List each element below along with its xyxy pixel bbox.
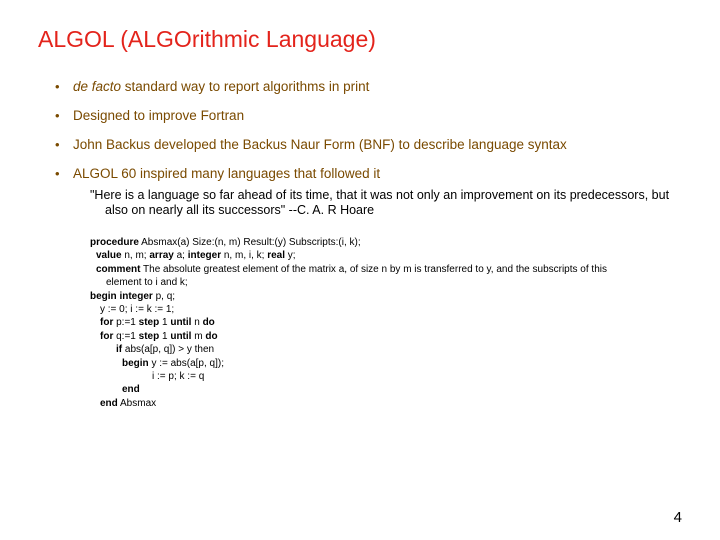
code-line [90, 263, 690, 276]
hoare-quote [90, 188, 700, 218]
code-keyword: comment [96, 263, 141, 275]
bullet-text: ALGOL 60 inspired many languages that followed it [73, 166, 381, 181]
bullet-dot-icon: • [55, 79, 60, 94]
page-number: 4 [673, 509, 682, 526]
bullet-list [55, 78, 705, 194]
code-text: m [191, 330, 206, 342]
bullet-text: John Backus developed the Backus Naur Form (BNF) to describe language syntax [73, 137, 567, 152]
code-text: p:=1 [113, 317, 139, 329]
code-keyword: integer [119, 290, 153, 302]
code-text: 1 [159, 317, 171, 329]
code-line [90, 370, 690, 383]
code-text: y := abs(a[p, q]); [148, 357, 224, 369]
code-keyword: if [116, 344, 123, 356]
code-keyword: array [149, 250, 174, 262]
code-text: abs(a[p, q]) > y then [122, 344, 215, 356]
code-line [90, 249, 690, 262]
bullet-dot-icon: • [55, 108, 60, 123]
code-line [90, 276, 690, 289]
code-text: Absmax(a) Size:(n, m) Result:(y) Subscripts:(i, k); [138, 237, 361, 248]
code-keyword: end [122, 384, 140, 396]
code-listing [90, 236, 690, 410]
code-line [90, 357, 690, 370]
code-text: y := 0; i := k := 1; [100, 303, 175, 315]
code-keyword: real [267, 250, 286, 262]
code-line [90, 290, 690, 303]
code-text: y; [285, 250, 296, 262]
bullet-dot-icon: • [55, 166, 60, 181]
code-keyword: do [205, 330, 218, 342]
code-keyword: begin [90, 290, 117, 302]
code-text: n [191, 317, 203, 329]
bullet-dot-icon: • [55, 137, 60, 152]
code-text: Absmax [117, 397, 157, 409]
code-line [90, 383, 690, 396]
code-line [90, 397, 690, 410]
code-text: n, m, i, k; [221, 250, 268, 262]
code-keyword: integer [187, 250, 222, 262]
code-keyword: procedure [90, 237, 139, 248]
quote-line-2: also on nearly all its successors" --C. A. R Hoare [105, 203, 375, 217]
code-text: n, m; [121, 250, 150, 262]
bullet-item-3 [55, 136, 705, 165]
slide-title: ALGOL (ALGOrithmic Language) [38, 26, 376, 52]
bullet-item-2 [55, 107, 705, 136]
code-keyword: until [170, 330, 192, 342]
code-text: i := p; k := q [152, 370, 205, 382]
code-line [90, 236, 690, 249]
code-keyword: do [202, 317, 215, 329]
bullet-rest: standard way to report algorithms in print [121, 79, 370, 94]
bullet-text: Designed to improve Fortran [73, 108, 245, 123]
code-keyword: begin [122, 357, 149, 369]
code-keyword: step [138, 317, 160, 329]
bullet-emphasis: de facto [73, 79, 122, 94]
code-keyword: end [100, 397, 118, 409]
code-text: q:=1 [113, 330, 139, 342]
quote-line-1: "Here is a language so far ahead of its time, that it was not only an improvement on its predecessors, but [90, 188, 670, 202]
bullet-item-1 [55, 78, 705, 107]
code-keyword: value [96, 250, 122, 262]
code-keyword: until [170, 317, 192, 329]
code-text: 1 [159, 330, 171, 342]
code-line [90, 316, 690, 329]
code-text: The absolute greatest element of the matrix a, of size n by m is transferred to y, and the subscripts of this [140, 263, 607, 275]
code-keyword: for [100, 317, 114, 329]
code-line [90, 330, 690, 343]
code-text: element to i and k; [106, 277, 188, 289]
code-text: a; [173, 250, 188, 262]
code-text: p, q; [152, 290, 176, 302]
code-line [90, 343, 690, 356]
code-line [90, 303, 690, 316]
code-keyword: for [100, 330, 114, 342]
bullet-text [73, 78, 369, 96]
code-keyword: step [138, 330, 160, 342]
